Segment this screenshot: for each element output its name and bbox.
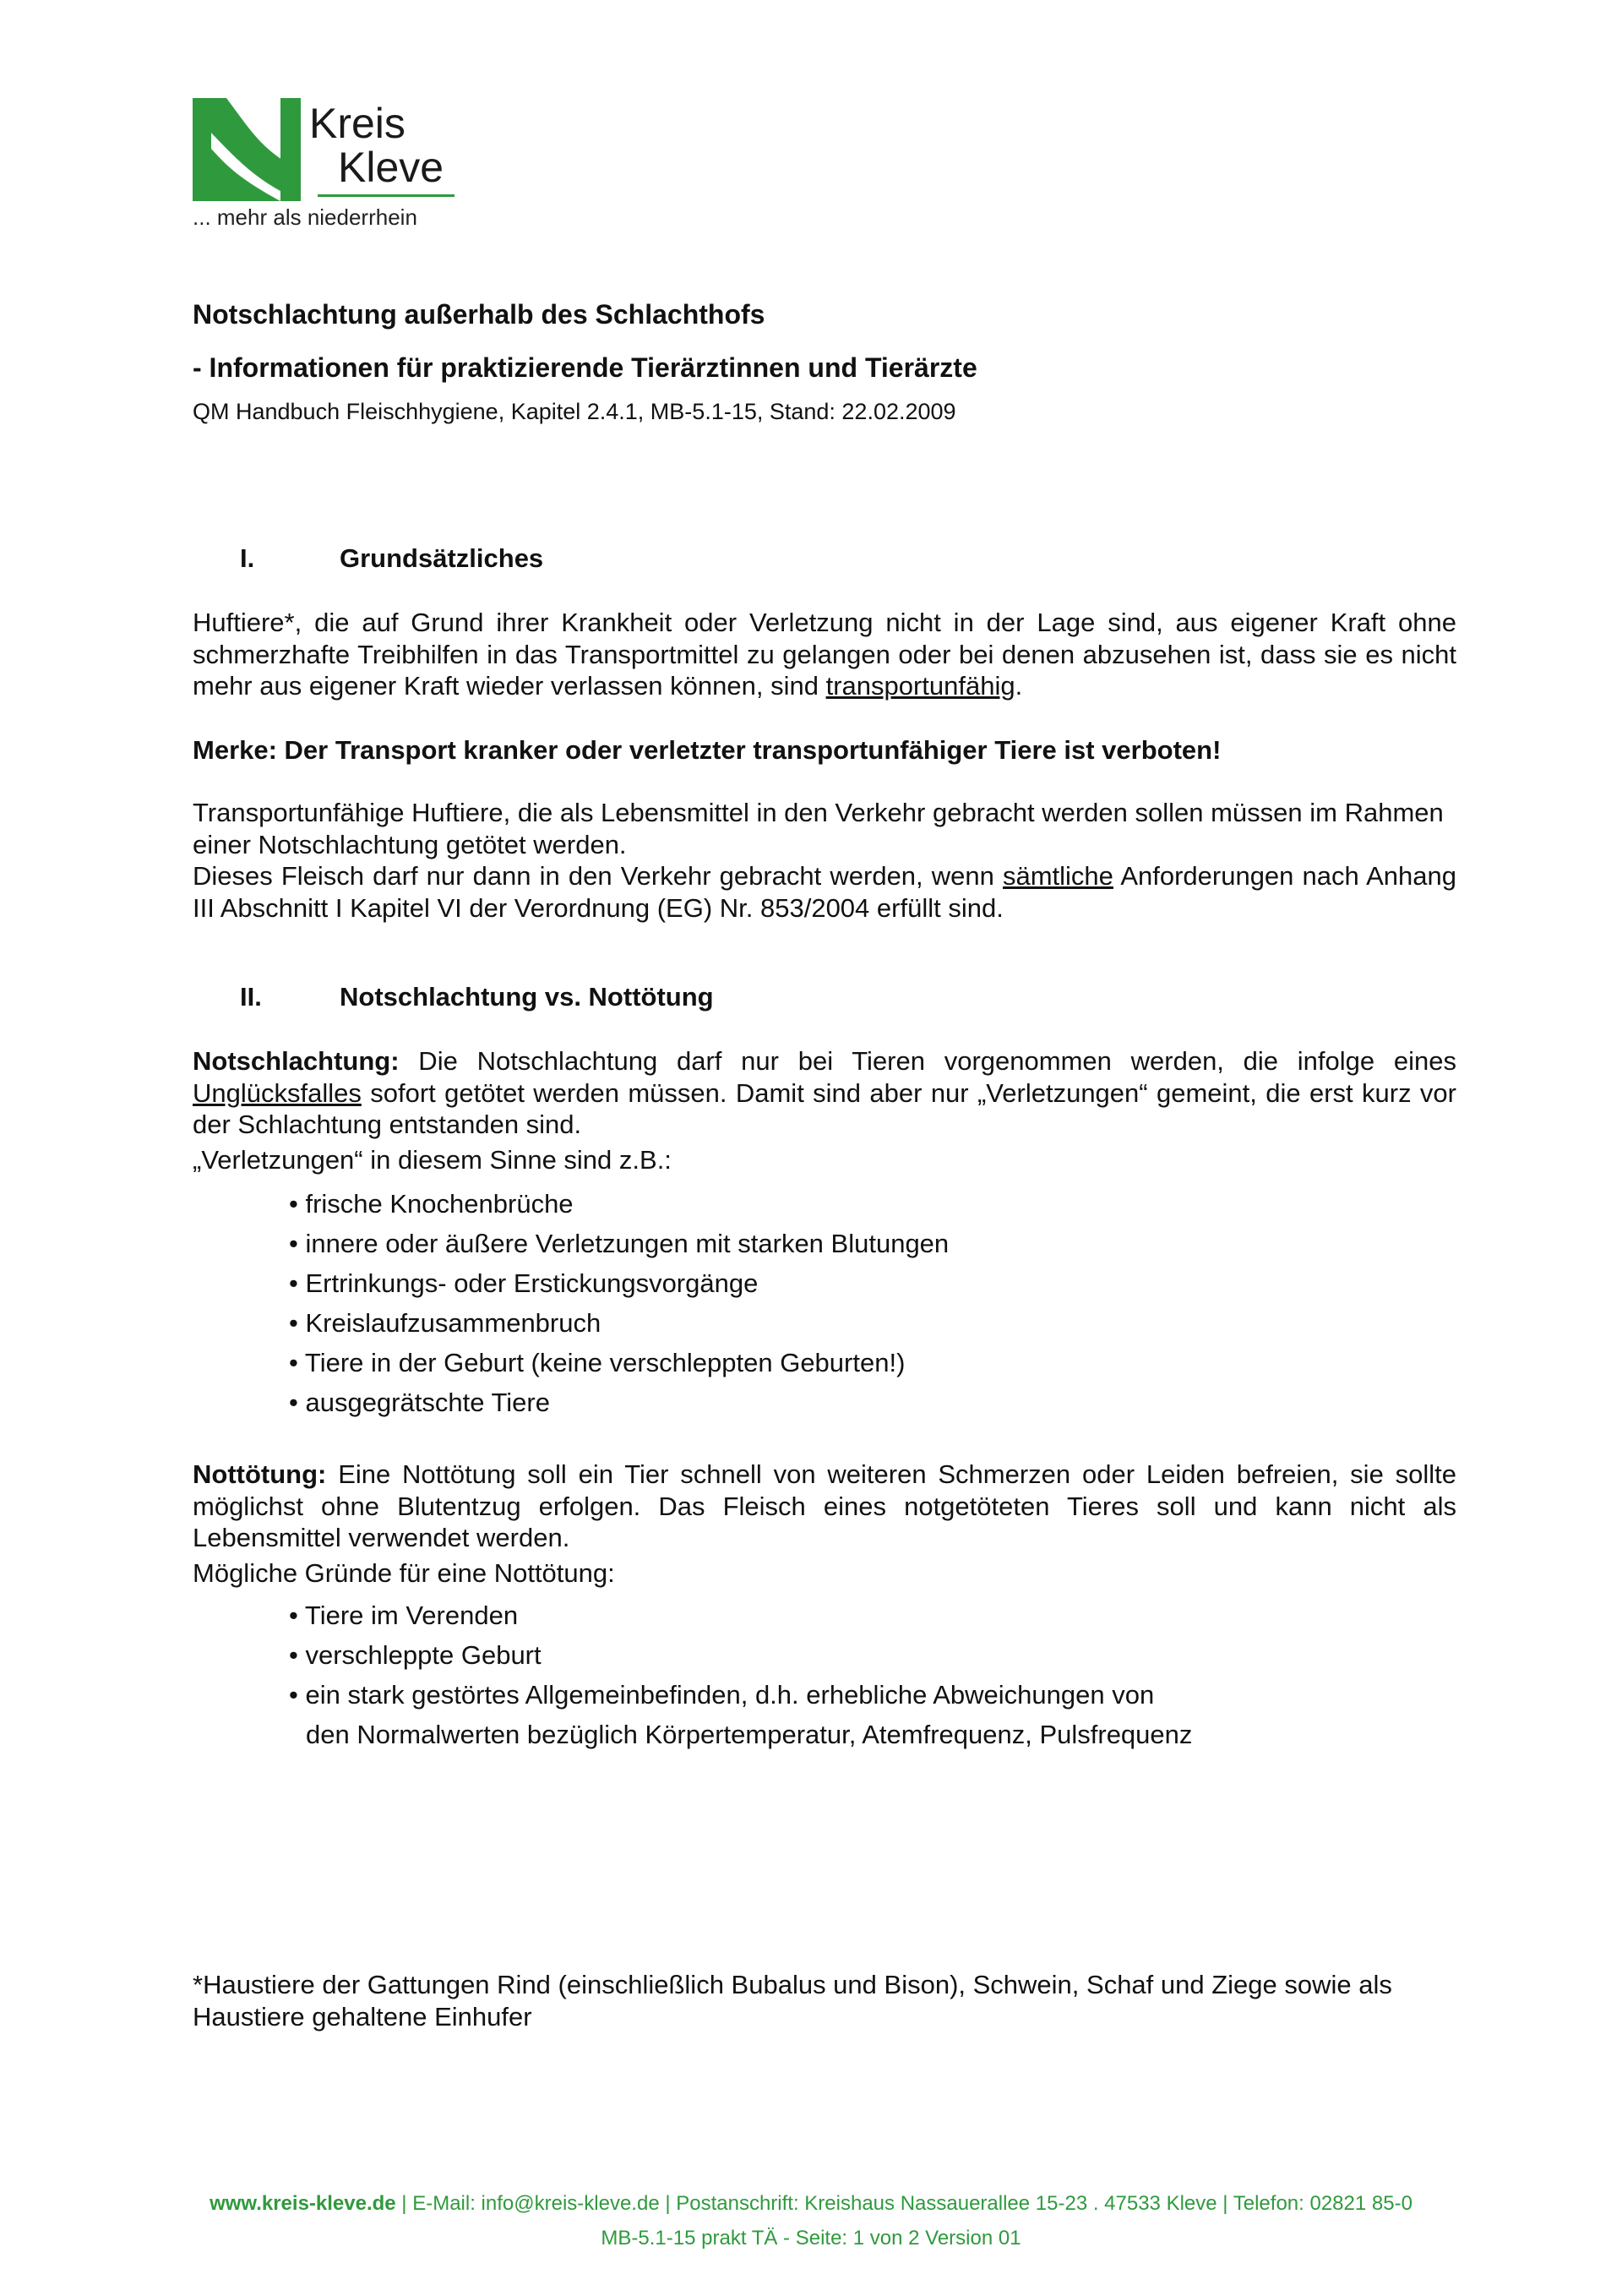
section-1-heading [240, 542, 543, 575]
list-item: • Tiere im Verenden [289, 1601, 519, 1630]
footer-page-info: MB-5.1-15 prakt TÄ - Seite: 1 von 2 Version 01 [601, 2227, 1021, 2250]
notschlachtung-label: Notschlachtung: [193, 1046, 400, 1076]
footnote: *Haustiere der Gattungen Rind (einschließlich Bubalus und Bison), Schwein, Schaf und Ziege sowie als Haustiere gehaltene Einhufer [193, 1970, 1392, 2031]
list-item: • verschleppte Geburt [289, 1640, 542, 1670]
section-2-number: II. [240, 982, 262, 1012]
logo-underline [318, 194, 454, 197]
section-1-title: Grundsätzliches [340, 543, 544, 573]
section-1-paragraph-1 [193, 607, 1456, 702]
list-item: • Ertrinkungs- oder Erstickungsvorgänge [289, 1268, 759, 1298]
footer-website-link[interactable]: www.kreis-kleve.de [210, 2192, 396, 2215]
merke-notice: Merke: Der Transport kranker oder verletzter transportunfähiger Tiere ist verboten! [193, 735, 1222, 765]
nottoetung-label: Nottötung: [193, 1459, 327, 1489]
document-meta: QM Handbuch Fleischhygiene, Kapitel 2.4.1, MB-5.1-15, Stand: 22.02.2009 [193, 399, 956, 424]
p1-end: . [1015, 671, 1023, 701]
p1-underlined-term: transportunfähig [825, 671, 1015, 701]
notschlachtung-text-2: sofort getötet werden müssen. Damit sind aber nur „Verletzungen“ gemeint, die erst kurz vor der Schlachtung entstanden sind. [193, 1077, 1456, 1139]
document-subtitle: - Informationen für praktizierende Tierärztinnen und Tierärzte [193, 352, 977, 383]
document-title: Notschlachtung außerhalb des Schlachthofs [193, 299, 765, 330]
list-item: • ausgegrätschte Tiere [289, 1388, 550, 1417]
section-2-heading [240, 980, 714, 1014]
nottoetung-text: Eine Nottötung soll ein Tier schnell von weiteren Schmerzen oder Leiden befreien, sie sollte möglichst ohne Blutentzug erfolgen. Das Fleisch eines notgetöteten Tieres soll und kann nicht als Lebensmittel verwendet werden. [193, 1459, 1456, 1552]
list-item-continuation: den Normalwerten bezüglich Körpertemperatur, Atemfrequenz, Pulsfrequenz [306, 1720, 1193, 1749]
section-1-paragraph-3 [193, 860, 1456, 924]
notschlachtung-paragraph [193, 1045, 1456, 1141]
list-item: • ein stark gestörtes Allgemeinbefinden, d.h. erhebliche Abweichungen von [289, 1680, 1155, 1710]
list-item: • frische Knochenbrüche [289, 1189, 574, 1219]
p3-text: Dieses Fleisch darf nur dann in den Verkehr gebracht werden, wenn [193, 861, 1003, 891]
gruende-list [289, 1595, 1192, 1754]
footer-contact [0, 2191, 1622, 2217]
logo-word-kreis: Kreis [309, 100, 406, 147]
notschlachtung-underlined-term: Unglücksfalles [193, 1077, 362, 1108]
notschlachtung-text-1: Die Notschlachtung darf nur bei Tieren vorgenommen werden, die infolge eines [399, 1046, 1456, 1076]
p3-underlined-term: sämtliche [1002, 861, 1113, 891]
verletzungen-intro: „Verletzungen“ in diesem Sinne sind z.B.: [193, 1145, 672, 1175]
p1-text: Huftiere*, die auf Grund ihrer Krankheit oder Verletzung nicht in der Lage sind, aus eigener Kraft ohne schmerzhafte Treibhilfen in das Transportmittel zu gelangen oder bei denen abzusehen ist, dass sie es nicht mehr aus eigener Kraft wieder verlassen können, sind [193, 608, 1456, 701]
kreis-kleve-emblem-icon [193, 98, 301, 201]
list-item: • innere oder äußere Verletzungen mit starken Blutungen [289, 1229, 950, 1258]
kreis-kleve-logo [193, 98, 463, 242]
section-1-paragraph-2: Transportunfähige Huftiere, die als Lebensmittel in den Verkehr gebracht werden sollen müssen im Rahmen einer Notschlachtung getötet werden. [193, 798, 1444, 859]
list-item: • Tiere in der Geburt (keine verschleppten Geburten!) [289, 1348, 906, 1377]
logo-word-kleve: Kleve [338, 144, 444, 191]
nottoetung-paragraph [193, 1459, 1456, 1554]
section-1-number: I. [240, 543, 255, 573]
logo-tagline: ... mehr als niederrhein [193, 205, 417, 230]
p3-end: Anforderungen nach Anhang III Abschnitt I Kapitel VI der Verordnung (EG) Nr. 853/2004 erfüllt sind. [193, 861, 1457, 923]
footer-details: | E-Mail: info@kreis-kleve.de | Postanschrift: Kreishaus Nassauerallee 15-23 . 47533 Kleve | Telefon: 02821 85-0 [395, 2192, 1412, 2215]
section-2-title: Notschlachtung vs. Nottötung [340, 982, 714, 1012]
list-item: • Kreislaufzusammenbruch [289, 1308, 601, 1338]
gruende-intro: Mögliche Gründe für eine Nottötung: [193, 1558, 615, 1588]
verletzungen-list [289, 1184, 949, 1422]
